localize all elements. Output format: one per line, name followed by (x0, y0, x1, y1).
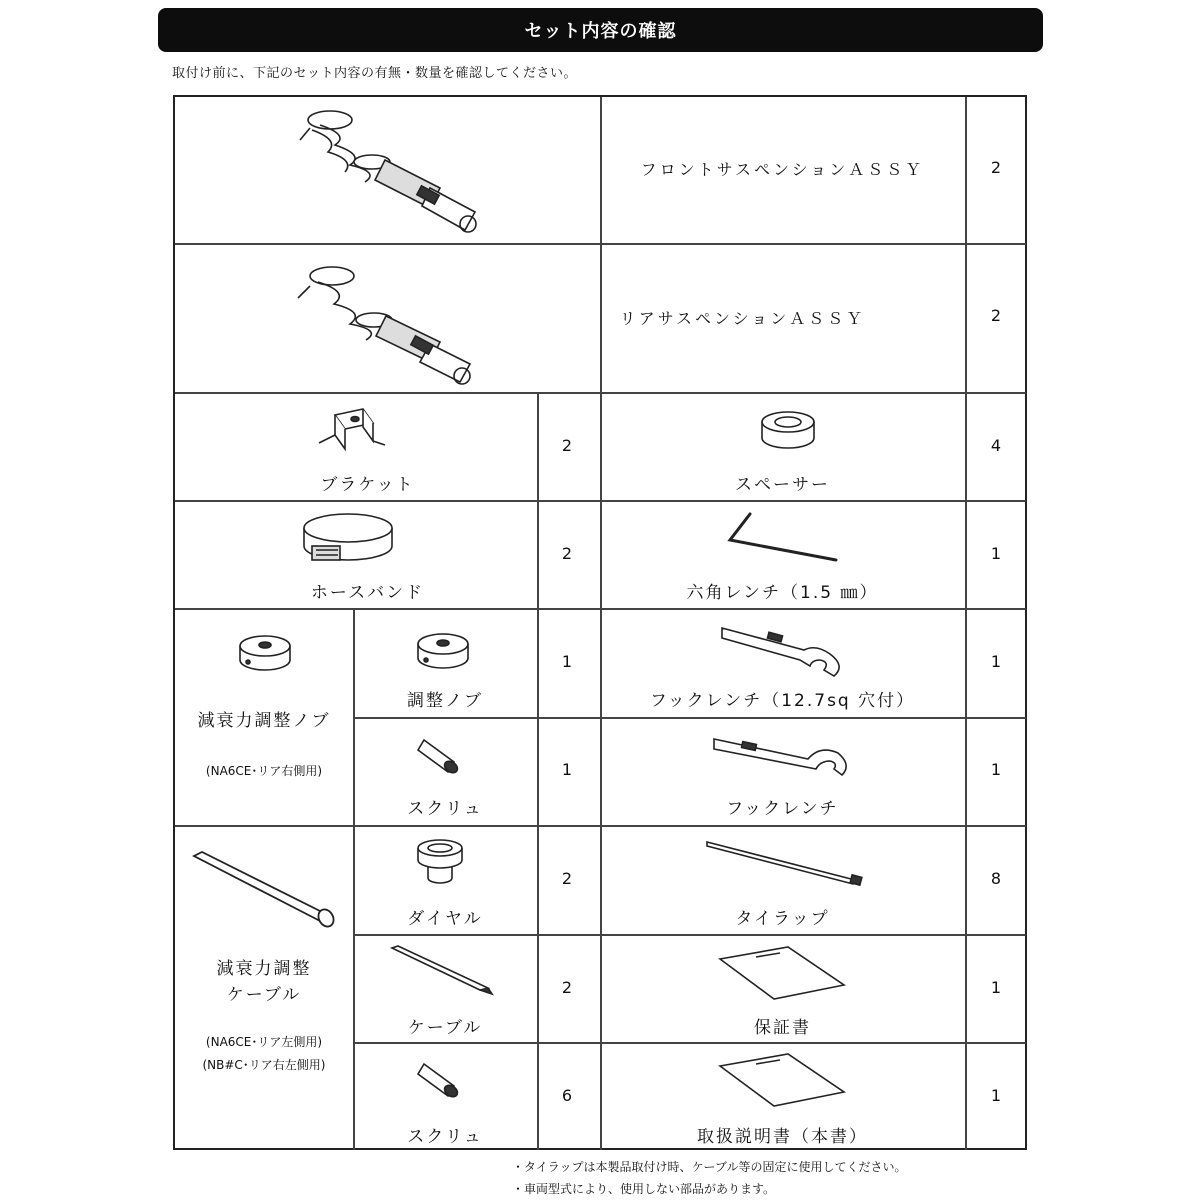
adjustment-knob-icon (414, 630, 472, 672)
bracket-icon (315, 405, 385, 455)
cable-qty: 2 (561, 978, 573, 997)
front-suspension-label: フロントサスペンションＡＳＳＹ (640, 159, 925, 179)
damping-cable-icon (190, 850, 340, 930)
rear-suspension-label: リアサスペンションＡＳＳＹ (619, 308, 866, 328)
damping-cable-label-line2: ケーブル (226, 985, 302, 1005)
adjustment-knob-label: 調整ノブ (407, 691, 483, 711)
manual-icon (718, 1052, 848, 1107)
screw-label-2: スクリュ (407, 1127, 483, 1147)
hose-band-icon (298, 510, 398, 570)
front-suspension-icon (290, 100, 500, 240)
cable-label: ケーブル (407, 1018, 483, 1038)
hook-wrench-qty: 1 (990, 760, 1002, 779)
damping-cable-label-line1: 減衰力調整 (216, 959, 312, 979)
spacer-label: スペーサー (735, 475, 830, 495)
hook-wrench-hole-qty: 1 (990, 652, 1002, 671)
adjustment-knob-qty: 1 (561, 652, 573, 671)
damping-cable-note-1: (NA6CE･リア左側用) (205, 1035, 323, 1049)
damping-cable-note-2: (NB#C･リア右左側用) (202, 1058, 326, 1072)
damping-knob-label: 減衰力調整ノブ (197, 711, 331, 731)
tie-wrap-icon (705, 840, 865, 890)
hook-wrench-hole-icon (720, 620, 850, 680)
dial-icon (414, 838, 466, 886)
front-suspension-qty: 2 (990, 158, 1002, 177)
damping-knob-icon (236, 632, 294, 674)
damping-knob-note: (NA6CE･リア右側用) (205, 764, 323, 778)
hex-wrench-qty: 1 (990, 544, 1002, 563)
footnote-1: ・タイラップは本製品取付け時、ケーブル等の固定に使用してください。 (512, 1160, 907, 1174)
hook-wrench-label: フックレンチ (726, 799, 839, 819)
dial-label: ダイヤル (407, 909, 483, 929)
hose-band-label: ホースバンド (310, 583, 425, 603)
spacer-qty: 4 (990, 436, 1002, 455)
hex-wrench-label: 六角レンチ（1.5 ㎜） (686, 583, 879, 603)
dial-qty: 2 (561, 869, 573, 888)
warranty-icon (718, 945, 848, 1000)
screw-qty-2: 6 (561, 1086, 573, 1105)
bracket-qty: 2 (561, 436, 573, 455)
hose-band-qty: 2 (561, 544, 573, 563)
tie-wrap-qty: 8 (990, 869, 1002, 888)
tie-wrap-label: タイラップ (735, 909, 830, 929)
cable-icon (388, 944, 498, 996)
warranty-qty: 1 (990, 978, 1002, 997)
intro-text: 取付け前に、下記のセット内容の有無・数量を確認してください。 (172, 66, 578, 81)
footnote-2: ・車両型式により、使用しない部品があります。 (512, 1182, 776, 1196)
hook-wrench-icon (712, 735, 852, 780)
manual-qty: 1 (990, 1086, 1002, 1105)
hex-wrench-icon (724, 510, 844, 565)
screw-label-1: スクリュ (407, 799, 483, 819)
screw-icon (416, 1058, 466, 1100)
manual-label: 取扱説明書（本書） (697, 1127, 868, 1147)
rear-suspension-qty: 2 (990, 306, 1002, 325)
page-title: セット内容の確認 (158, 8, 1043, 52)
bracket-label: ブラケット (320, 475, 415, 495)
screw-icon (416, 734, 466, 776)
spacer-icon (758, 408, 818, 453)
rear-suspension-icon (290, 258, 490, 388)
footnotes (512, 1156, 906, 1200)
hook-wrench-hole-label: フックレンチ（12.7sq 穴付） (649, 691, 916, 711)
screw-qty-1: 1 (561, 760, 573, 779)
warranty-label: 保証書 (754, 1018, 811, 1038)
